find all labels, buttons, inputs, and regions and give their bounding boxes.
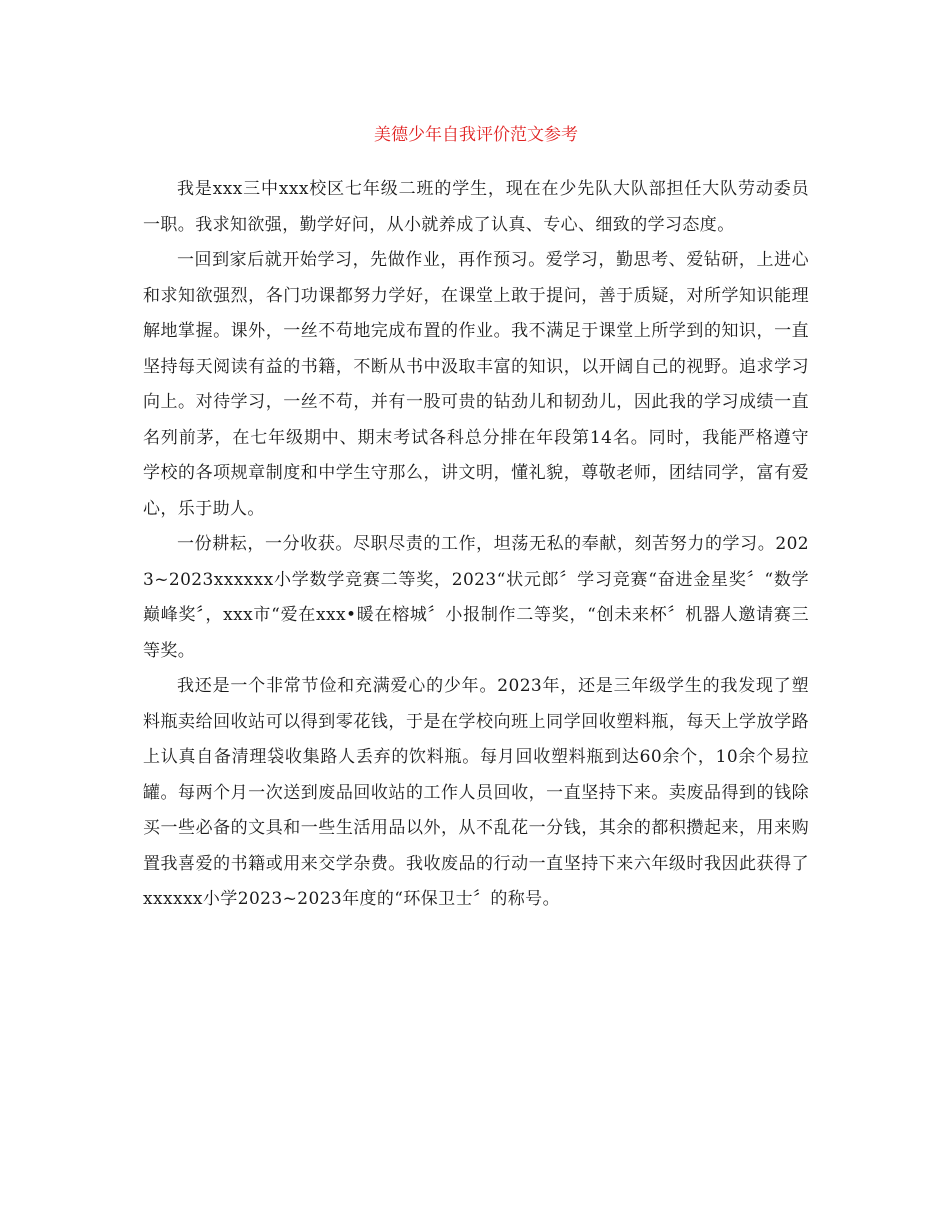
paragraph-thrift: 我还是一个非常节俭和充满爱心的少年。2023年，还是三年级学生的我发现了塑料瓶卖给回收站可以得到零花钱，于是在学校向班上同学回收塑料瓶，每天上学放学路上认真自备清理袋收集路人丢弃的饮料瓶。每月回收塑料瓶到达60余个，10余个易拉罐。每两个月一次送到废品回收站的工作人员回收，一直坚持下来。卖废品得到的钱除买一些必备的文具和一些生活用品以外，从不乱花一分钱，其余的都积攒起来，用来购置我喜爱的书籍或用来交学杂费。我收废品的行动一直坚持下来六年级时我因此获得了xxxxxx小学2023~2023年度的“环保卫士〞的称号。 xyxy=(143,676,809,909)
paragraph-intro: 我是xxx三中xxx校区七年级二班的学生，现在在少先队大队部担任大队劳动委员一职。我求知欲强，勤学好问，从小就养成了认真、专心、细致的学习态度。 xyxy=(143,179,809,235)
paragraph-study: 一回到家后就开始学习，先做作业，再作预习。爱学习，勤思考、爱钻研，上进心和求知欲强烈，各门功课都努力学好，在课堂上敢于提问，善于质疑，对所学知识能理解地掌握。课外，一丝不苟地完成布置的作业。我不满足于课堂上所学到的知识，一直坚持每天阅读有益的书籍，不断从书中汲取丰富的知识，以开阔自己的视野。追求学习向上。对待学习，一丝不苟，并有一股可贵的钻劲儿和韧劲儿，因此我的学习成绩一直名列前茅，在七年级期中、期末考试各科总分排在年段第14名。同时，我能严格遵守学校的各项规章制度和中学生守那么，讲文明，懂礼貌，尊敬老师，团结同学，富有爱心，乐于助人。 xyxy=(143,250,809,519)
paragraph-awards: 一份耕耘，一分收获。尽职尽责的工作，坦荡无私的奉献，刻苦努力的学习。2023~2023xxxxxx小学数学竞赛二等奖，2023“状元郎〞学习竞赛“奋进金星奖〞“数学巅峰奖〞，xxx市“爱在xxx•暖在榕城〞小报制作二等奖，“创未来杯〞机器人邀请赛三等奖。 xyxy=(143,534,809,661)
document-title: 美德少年自我评价范文参考 xyxy=(374,125,578,145)
document-page xyxy=(143,118,809,918)
